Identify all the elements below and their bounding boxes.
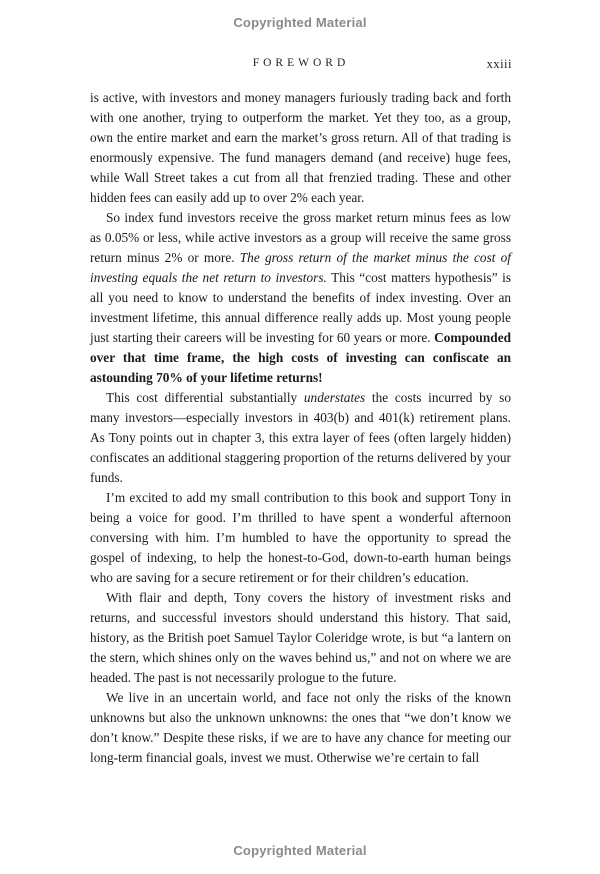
paragraph <box>90 88 511 208</box>
text-run: This “cost matters hypothesis” is all you need to know to understand the benefits of index investing. Over an investment lifetime, this annual difference really adds up. Most young people just starting their careers will be investing for 60 years or more. <box>90 270 511 345</box>
text-run: I’m excited to add my small contribution to this book and support Tony in being a voice for good. I’m thrilled to have spent a wonderful afternoon conversing with him. I’m humbled to have the opportunity to spread the gospel of indexing, to help the honest-to-God, down-to-earth human beings who are saving for a secure retirement or for their children’s education. <box>90 490 511 585</box>
text-run: We live in an uncertain world, and face not only the risks of the known unknowns but also the unknown unknowns: the ones that “we don’t know we don’t know.” Despite these risks, if we are to have any chance for meeting our long-term financial goals, invest we must. Otherwise we’re certain to fall <box>90 690 511 765</box>
paragraph <box>90 388 511 488</box>
paragraph <box>90 488 511 588</box>
page-body <box>90 88 511 768</box>
text-run: So index fund investors receive the gross market return minus fees as low as 0.05% or less, while active investors as a group will receive the same gross return minus 2% or more. <box>90 210 511 265</box>
text-run: understates <box>303 390 366 405</box>
text-run: Compounded over that time frame, the high costs of investing can confiscate an astounding 70% of your lifetime returns! <box>90 330 511 385</box>
copyright-watermark-bottom: Copyrighted Material <box>233 843 367 858</box>
running-header <box>90 57 512 73</box>
text-run: With flair and depth, Tony covers the history of investment risks and returns, and successful investors should understand this history. That said, history, as the British poet Samuel Taylor Coleridge wrote, is but “a lantern on the stern, which shines only on the waves behind us,” and not on where we are headed. The past is not necessarily prologue to the future. <box>90 590 511 685</box>
paragraph <box>90 688 511 768</box>
copyright-watermark-top: Copyrighted Material <box>233 15 367 30</box>
text-run: the costs incurred by so many investors—especially investors in 403(b) and 401(k) retirement plans. As Tony points out in chapter 3, this extra layer of fees (often largely hidden) confiscates an additional staggering proportion of the returns delivered by your funds. <box>90 390 511 485</box>
text-run: is active, with investors and money managers furiously trading back and forth with one another, trying to outperform the market. Yet they too, as a group, own the entire market and earn the market’s gross return. All of that trading is enormously expensive. The fund managers demand (and receive) huge fees, while Wall Street takes a cut from all that frenzied trading. These and other hidden fees can easily add up to over 2% each year. <box>90 90 511 205</box>
text-run: The gross return of the market minus the cost of investing equals the net return to investors. <box>90 250 512 285</box>
page-number: xxiii <box>486 57 512 71</box>
paragraph <box>90 208 511 388</box>
foreword-title: FOREWORD <box>252 57 350 69</box>
paragraph <box>90 588 511 688</box>
text-run: This cost differential substantially <box>106 390 304 405</box>
